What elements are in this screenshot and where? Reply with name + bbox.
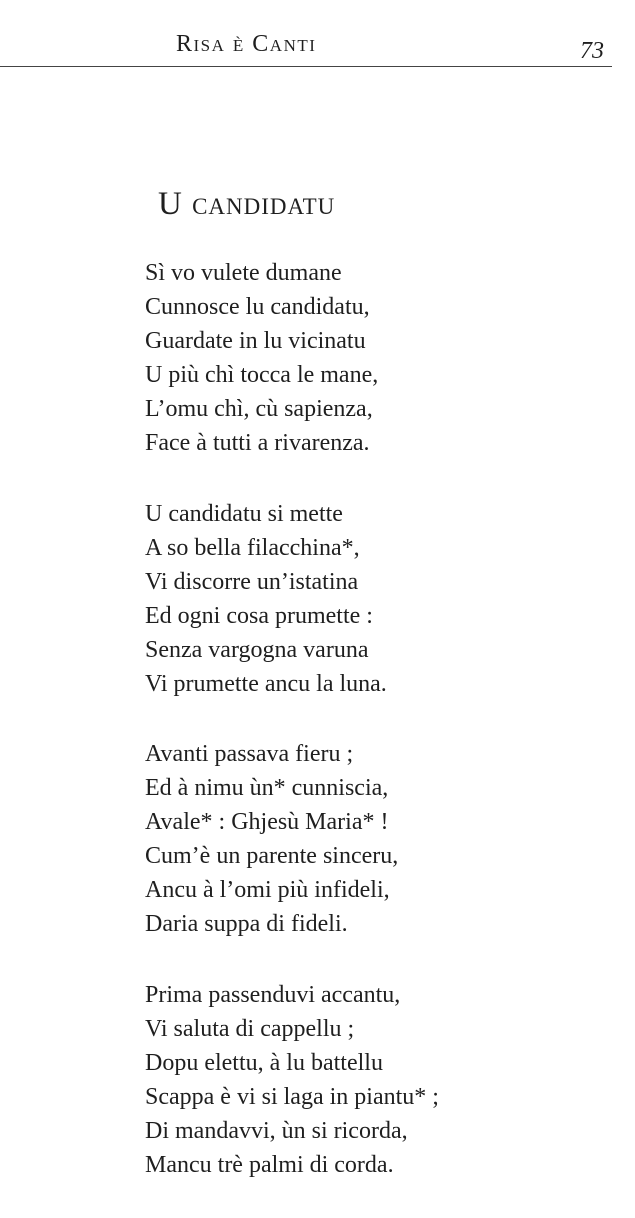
poem-body [145, 256, 615, 1218]
poem-line: Cum’è un parente sinceru, [145, 843, 399, 870]
poem-line: Daria suppa di fideli. [145, 911, 348, 938]
poem-line: Ed ogni cosa prumette : [145, 602, 373, 629]
poem-line: Vi prumette ancu la luna. [145, 670, 387, 697]
poem-line: Guardate in lu vicinatu [145, 328, 366, 354]
poem-line: Senza vargogna varuna [145, 636, 369, 663]
poem-line: Sì vo vulete dumane [145, 260, 342, 286]
stanza-3 [145, 737, 615, 941]
poem-title: U candidatu [158, 186, 336, 222]
poem-line: Avanti passava fieru ; [145, 741, 354, 768]
poem-line: U candidatu si mette [145, 500, 343, 527]
page-number: 73 [580, 38, 604, 64]
poem-line: Ed à nimu ùn* cunniscia, [145, 775, 389, 802]
poem-line: Vi discorre un’istatina [145, 568, 359, 595]
poem-line: Dopu elettu, à lu battellu [145, 1049, 383, 1076]
header-rule [0, 66, 612, 67]
poem-line: Mancu trè palmi di corda. [145, 1151, 394, 1178]
poem-line: A so bella filacchina*, [145, 534, 360, 561]
poem-line: Scappa è vi si laga in piantu* ; [145, 1083, 439, 1110]
poem-line: Prima passenduvi accantu, [145, 981, 401, 1008]
running-head [0, 0, 635, 70]
poem-line: Di mandavvi, ùn si ricorda, [145, 1117, 408, 1144]
stanza-4 [145, 978, 615, 1182]
book-title: Risa è Canti [176, 31, 317, 57]
stanza-1 [145, 256, 615, 460]
poem-line: Vi saluta di cappellu ; [145, 1015, 355, 1042]
poem-line: Ancu à l’omi più infideli, [145, 877, 390, 904]
poem-line: Cunnosce lu candidatu, [145, 294, 370, 320]
stanza-2 [145, 497, 615, 701]
poem-line: U più chì tocca le mane, [145, 362, 379, 388]
poem-line: Face à tutti a rivarenza. [145, 430, 370, 456]
poem-line: L’omu chì, cù sapienza, [145, 396, 373, 422]
poem-line: Avale* : Ghjesù Maria* ! [145, 809, 389, 836]
